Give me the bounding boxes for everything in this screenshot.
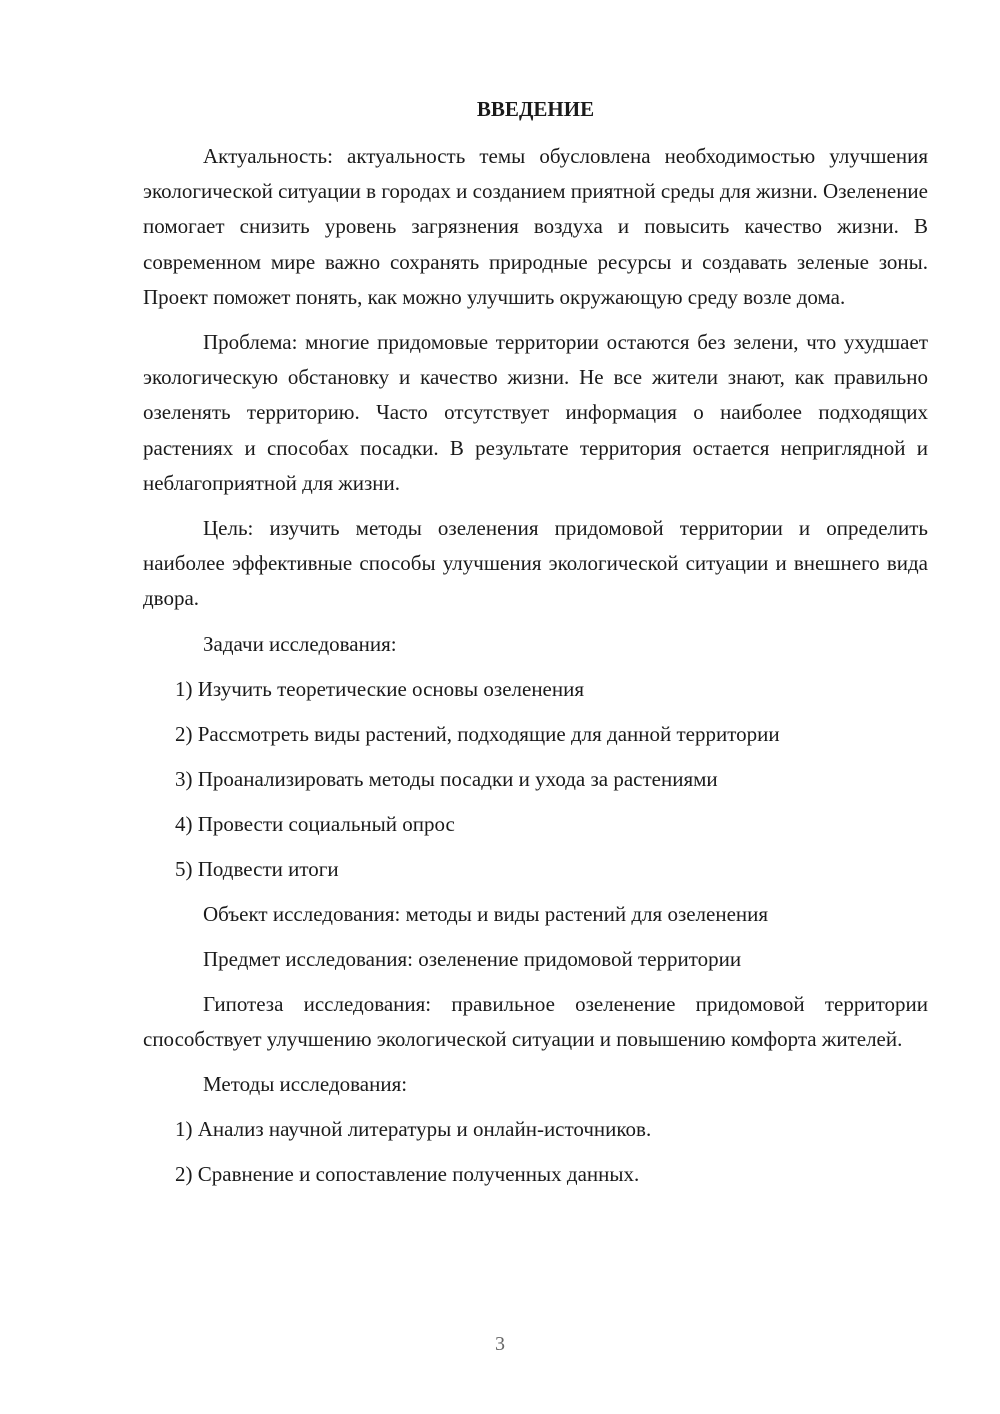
object-line: Объект исследования: методы и виды растений для озеленения [203, 901, 769, 926]
page-title: ВВЕДЕНИЕ [476, 97, 595, 121]
methods-heading: Методы исследования: [203, 1072, 408, 1097]
goal-paragraph: Цель: изучить методы озеленения придомовой территории и определить наиболее эффективные способы улучшения экологической ситуации и внешнего вида двора. [143, 516, 928, 611]
method-item: 1) Анализ научной литературы и онлайн-источников. [175, 1117, 652, 1142]
task-item: 1) Изучить теоретические основы озеленения [175, 676, 585, 701]
tasks-heading: Задачи исследования: [203, 631, 397, 656]
problem-paragraph: Проблема: многие придомовые территории остаются без зелени, что ухудшает экологическую обстановку и качество жизни. Не все жители знают, как правильно озеленять территорию. Часто отсутствует информация о наиболее подходящих растениях и способах посадки. В результате территория остается неприглядной и неблагоприятной для жизни. [143, 330, 928, 495]
task-item: 5) Подвести итоги [175, 856, 339, 881]
actuality-paragraph: Актуальность: актуальность темы обусловлена необходимостью улучшения экологической ситуации в городах и созданием приятной среды для жизни. Озеленение помогает снизить уровень загрязнения воздуха и повысить качество жизни. В современном мире важно сохранять природные ресурсы и создавать зеленые зоны. Проект поможет понять, как можно улучшить окружающую среду возле дома. [143, 144, 928, 309]
page-number: 3 [495, 1333, 505, 1355]
method-item: 2) Сравнение и сопоставление полученных данных. [175, 1162, 640, 1187]
tasks-list [143, 672, 928, 887]
task-item: 4) Провести социальный опрос [175, 811, 455, 836]
subject-line: Предмет исследования: озеленение придомовой территории [203, 946, 742, 971]
hypothesis-paragraph: Гипотеза исследования: правильное озеленение придомовой территории способствует улучшению экологической ситуации и повышению комфорта жителей. [143, 991, 928, 1051]
methods-list [143, 1112, 928, 1192]
document-page [143, 92, 928, 1192]
task-item: 3) Проанализировать методы посадки и ухода за растениями [175, 766, 718, 791]
task-item: 2) Рассмотреть виды растений, подходящие для данной территории [175, 721, 780, 746]
